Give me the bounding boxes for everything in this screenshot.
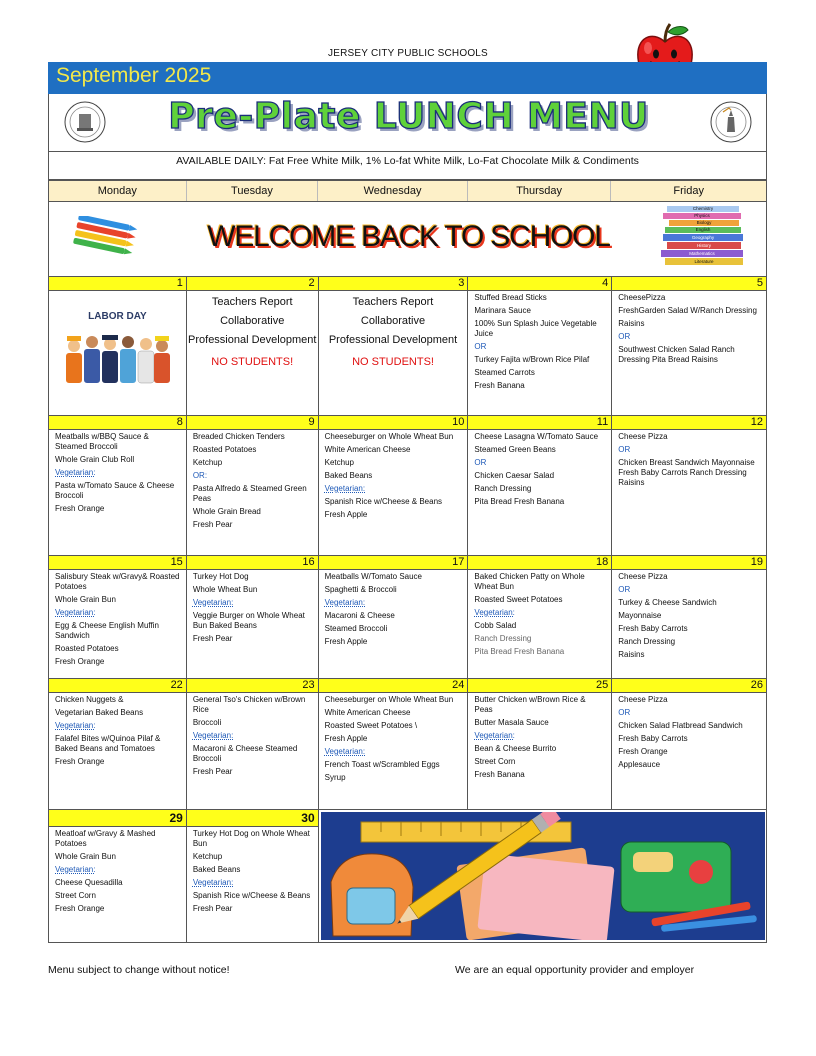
vegetarian-label: Vegetarian: bbox=[55, 721, 96, 730]
month-title: September 2025 bbox=[56, 64, 212, 87]
day-cell-15 bbox=[49, 556, 187, 678]
statue-of-liberty-seal-icon bbox=[709, 100, 753, 144]
welcome-banner bbox=[48, 202, 767, 276]
menu-item: Ranch Dressing bbox=[618, 637, 676, 646]
weekday-header-thursday: Thursday bbox=[468, 181, 612, 201]
menu-item: White American Cheese bbox=[324, 708, 411, 717]
day-cell-17 bbox=[319, 556, 469, 678]
day-cell-16 bbox=[187, 556, 319, 678]
menu-items bbox=[319, 430, 468, 525]
menu-item: Applesauce bbox=[618, 760, 661, 769]
menu-item: Cheese Lasagna W/Tomato Sauce bbox=[474, 432, 599, 441]
menu-item: Ketchup bbox=[192, 458, 223, 467]
menu-items bbox=[319, 570, 468, 652]
menu-items bbox=[187, 430, 318, 535]
menu-item: Pasta w/Tomato Sauce & Cheese Broccoli bbox=[55, 481, 175, 500]
menu-items bbox=[612, 291, 766, 370]
menu-item: Roasted Potatoes bbox=[55, 644, 119, 653]
menu-item: Fresh Apple bbox=[324, 637, 368, 646]
vegetarian-label: Vegetarian: bbox=[324, 747, 366, 756]
lunch-calendar-grid bbox=[48, 276, 767, 943]
notice-text: Professional Development bbox=[188, 334, 317, 346]
labor-day-label: LABOR DAY bbox=[88, 311, 147, 322]
day-cell-22 bbox=[49, 679, 187, 809]
footer-equal-opportunity: We are an equal opportunity provider and employer bbox=[455, 964, 695, 976]
date-number: 23 bbox=[187, 679, 318, 693]
menu-items bbox=[612, 430, 766, 493]
week-row bbox=[48, 415, 767, 555]
notice-text: Collaborative bbox=[220, 315, 285, 327]
menu-item: Cheese Pizza bbox=[618, 695, 668, 704]
or-separator: OR: bbox=[192, 471, 208, 480]
menu-item: Fresh Orange bbox=[55, 657, 105, 666]
menu-items bbox=[612, 693, 766, 775]
day-cell-3 bbox=[319, 277, 469, 415]
day-cell-26 bbox=[612, 679, 767, 809]
menu-item: Pita Bread Fresh Banana bbox=[474, 497, 565, 506]
day-cell-25 bbox=[468, 679, 612, 809]
week-row bbox=[48, 555, 767, 678]
menu-item: Fresh Baby Carrots bbox=[618, 624, 688, 633]
menu-item: 100% Sun Splash Juice Vegetable Juice bbox=[474, 319, 597, 338]
day-cell-18 bbox=[468, 556, 612, 678]
menu-item: Spanish Rice w/Cheese & Beans bbox=[324, 497, 443, 506]
menu-item: Macaroni & Cheese Steamed Broccoli bbox=[192, 744, 298, 763]
menu-item: Cheese Quesadilla bbox=[55, 878, 123, 887]
menu-items bbox=[187, 827, 318, 919]
menu-item: Cheeseburger on Whole Wheat Bun bbox=[324, 432, 454, 441]
welcome-back-text: WELCOME BACK TO SCHOOL bbox=[207, 220, 610, 253]
day-cell-10 bbox=[319, 416, 469, 555]
no-students-alert: NO STUDENTS! bbox=[352, 356, 434, 368]
menu-item: Bean & Cheese Burrito bbox=[474, 744, 557, 753]
menu-item: Chicken Salad Flatbread Sandwich bbox=[618, 721, 743, 730]
menu-item: Ketchup bbox=[324, 458, 354, 467]
menu-item: Fresh Pear bbox=[192, 767, 233, 776]
week-row bbox=[48, 678, 767, 809]
menu-item: Cheese Pizza bbox=[618, 572, 668, 581]
menu-item: Turkey Hot Dog bbox=[192, 572, 249, 581]
available-daily-note: AVAILABLE DAILY: Fat Free White Milk, 1% Lo-fat White Milk, Lo-Fat Chocolate Milk & Condiments bbox=[48, 152, 767, 180]
menu-item: Spaghetti & Broccoli bbox=[324, 585, 397, 594]
menu-item: Raisins bbox=[618, 650, 645, 659]
menu-item: Fresh Orange bbox=[55, 904, 105, 913]
vegetarian-label: Vegetarian: bbox=[192, 878, 234, 887]
weekday-header-tuesday: Tuesday bbox=[187, 181, 319, 201]
menu-item: Fresh Orange bbox=[618, 747, 668, 756]
title-banner bbox=[48, 94, 767, 152]
menu-item: Steamed Broccoli bbox=[324, 624, 388, 633]
menu-items bbox=[187, 693, 318, 782]
menu-item: Fresh Pear bbox=[192, 904, 233, 913]
date-number: 17 bbox=[319, 556, 468, 570]
menu-item: Baked Beans bbox=[192, 865, 241, 874]
menu-item: Baked Chicken Patty on Whole Wheat Bun bbox=[474, 572, 585, 591]
footer-disclaimer: Menu subject to change without notice! bbox=[48, 964, 230, 976]
date-number: 30 bbox=[187, 810, 318, 827]
menu-item: Vegetarian Baked Beans bbox=[55, 708, 144, 717]
day-cell-19 bbox=[612, 556, 767, 678]
menu-item: Fresh Pear bbox=[192, 634, 233, 643]
notice-text: Teachers Report bbox=[352, 296, 434, 308]
day-cell-8 bbox=[49, 416, 187, 555]
day-cell-23 bbox=[187, 679, 319, 809]
notice-text: Collaborative bbox=[360, 315, 426, 327]
day-cell-11 bbox=[468, 416, 612, 555]
month-header-bar bbox=[48, 62, 767, 94]
menu-item: Steamed Green Beans bbox=[474, 445, 556, 454]
date-number: 3 bbox=[319, 277, 468, 291]
date-number: 25 bbox=[468, 679, 611, 693]
day-cell-30 bbox=[187, 810, 319, 942]
menu-item: Meatloaf w/Gravy & Mashed Potatoes bbox=[55, 829, 156, 848]
vegetarian-label: Vegetarian: bbox=[192, 598, 234, 607]
menu-item: Fresh Pear bbox=[192, 520, 233, 529]
menu-item: Southwest Chicken Salad Ranch Dressing Pita Bread Raisins bbox=[618, 345, 735, 364]
menu-item: Falafel Bites w/Quinoa Pilaf & Baked Beans and Tomatoes bbox=[55, 734, 161, 753]
weekday-header-friday: Friday bbox=[673, 185, 704, 197]
vegetarian-label: Vegetarian: bbox=[55, 608, 96, 617]
menu-item: Roasted Sweet Potatoes \ bbox=[324, 721, 418, 730]
menu-item: Fresh Banana bbox=[474, 381, 525, 390]
menu-item: Cheese Pizza bbox=[618, 432, 668, 441]
labor-day-workers-icon bbox=[62, 328, 172, 394]
menu-item: Ranch Dressing bbox=[474, 634, 532, 643]
day-cell-4 bbox=[468, 277, 612, 415]
menu-item: Turkey & Cheese Sandwich bbox=[618, 598, 717, 607]
date-number: 2 bbox=[187, 277, 318, 291]
menu-item: Turkey Hot Dog on Whole Wheat Bun bbox=[192, 829, 310, 848]
menu-item: Breaded Chicken Tenders bbox=[192, 432, 285, 441]
menu-items bbox=[612, 570, 766, 665]
week-row bbox=[48, 809, 767, 943]
date-number: 16 bbox=[187, 556, 318, 570]
or-separator: OR bbox=[618, 585, 631, 594]
menu-items bbox=[49, 430, 186, 519]
date-number: 19 bbox=[612, 556, 766, 570]
menu-item: Stuffed Bread Sticks bbox=[474, 293, 547, 302]
date-number: 26 bbox=[612, 679, 766, 693]
menu-item: Fresh Orange bbox=[55, 504, 105, 513]
menu-item: Marinara Sauce bbox=[474, 306, 531, 315]
menu-item: Ranch Dressing bbox=[474, 484, 532, 493]
menu-item: Roasted Potatoes bbox=[192, 445, 257, 454]
menu-item: Pasta Alfredo & Steamed Green Peas bbox=[192, 484, 307, 503]
menu-item: Whole Grain Club Roll bbox=[55, 455, 135, 464]
menu-item: Street Corn bbox=[55, 891, 96, 900]
menu-item: Fresh Orange bbox=[55, 757, 105, 766]
menu-item: Fresh Banana bbox=[474, 770, 525, 779]
menu-items bbox=[49, 693, 186, 772]
vegetarian-label: Vegetarian: bbox=[55, 468, 96, 477]
notice-text: Teachers Report bbox=[211, 296, 293, 308]
date-number: 24 bbox=[319, 679, 468, 693]
menu-items bbox=[468, 291, 611, 396]
menu-item: French Toast w/Scrambled Eggs bbox=[324, 760, 440, 769]
weekday-header-row bbox=[48, 180, 767, 202]
menu-item: Meatballs W/Tomato Sauce bbox=[324, 572, 422, 581]
day-cell-29 bbox=[49, 810, 187, 942]
date-number: 5 bbox=[612, 277, 766, 291]
menu-title: Pre-Plate LUNCH MENU bbox=[168, 96, 649, 137]
menu-item: Steamed Carrots bbox=[474, 368, 535, 377]
or-separator: OR bbox=[618, 332, 631, 341]
menu-item: Chicken Breast Sandwich Mayonnaise Fresh Baby Carrots Ranch Dressing Raisins bbox=[618, 458, 755, 487]
menu-item: General Tso's Chicken w/Brown Rice bbox=[192, 695, 306, 714]
menu-item: Whole Grain Bun bbox=[55, 595, 116, 604]
menu-items bbox=[187, 570, 318, 649]
menu-item: Pita Bread Fresh Banana bbox=[474, 647, 565, 656]
date-number: 11 bbox=[468, 416, 611, 430]
or-separator: OR bbox=[474, 458, 487, 467]
menu-item: Fresh Apple bbox=[324, 510, 368, 519]
date-number: 15 bbox=[49, 556, 186, 570]
book-stack-icon: Chemistry Physics Biology English Geography History Mathematics Literature bbox=[661, 204, 747, 272]
menu-item: Baked Beans bbox=[324, 471, 373, 480]
vegetarian-label: Vegetarian: bbox=[192, 731, 234, 740]
menu-item: Egg & Cheese English Muffin Sandwich bbox=[55, 621, 159, 640]
menu-item: Veggie Burger on Whole Wheat Bun Baked Beans bbox=[192, 611, 305, 630]
menu-item: Butter Chicken w/Brown Rice & Peas bbox=[474, 695, 586, 714]
menu-item: Whole Wheat Bun bbox=[192, 585, 258, 594]
menu-items bbox=[468, 570, 611, 662]
day-cell-5 bbox=[612, 277, 767, 415]
date-number: 12 bbox=[612, 416, 766, 430]
menu-item: Street Corn bbox=[474, 757, 516, 766]
menu-item: Cheeseburger on Whole Wheat Bun bbox=[324, 695, 454, 704]
or-separator: OR bbox=[474, 342, 487, 351]
menu-item: CheesePizza bbox=[618, 293, 666, 302]
week-row bbox=[48, 276, 767, 415]
menu-item: White American Cheese bbox=[324, 445, 411, 454]
menu-item: Macaroni & Cheese bbox=[324, 611, 395, 620]
menu-items bbox=[468, 693, 611, 785]
date-number: 1 bbox=[49, 277, 186, 291]
date-number: 9 bbox=[187, 416, 318, 430]
vegetarian-label: Vegetarian: bbox=[324, 598, 366, 607]
or-separator: OR bbox=[618, 445, 631, 454]
day-cell-12 bbox=[612, 416, 767, 555]
day-cell-1 bbox=[49, 277, 187, 415]
menu-item: Mayonnaise bbox=[618, 611, 662, 620]
menu-item: Roasted Sweet Potatoes bbox=[474, 595, 563, 604]
date-number: 29 bbox=[49, 810, 186, 827]
school-supplies-illustration-icon bbox=[321, 812, 765, 940]
menu-item: Whole Grain Bun bbox=[55, 852, 116, 861]
vegetarian-label: Vegetarian: bbox=[324, 484, 366, 493]
notice-text: Professional Development bbox=[328, 334, 458, 346]
menu-items bbox=[49, 570, 186, 672]
menu-items bbox=[49, 827, 186, 919]
day-cell-2 bbox=[187, 277, 319, 415]
menu-items bbox=[319, 693, 468, 788]
date-number: 18 bbox=[468, 556, 611, 570]
vegetarian-label: Vegetarian: bbox=[474, 608, 515, 617]
menu-item: Fresh Apple bbox=[324, 734, 368, 743]
menu-item: Turkey Fajita w/Brown Rice Pilaf bbox=[474, 355, 590, 364]
menu-item: Chicken Nuggets & bbox=[55, 695, 124, 704]
school-supplies-illustration-cell bbox=[319, 810, 767, 942]
date-number: 10 bbox=[319, 416, 468, 430]
weekday-header-monday: Monday bbox=[49, 181, 187, 201]
day-cell-24 bbox=[319, 679, 469, 809]
date-number: 4 bbox=[468, 277, 611, 291]
menu-item: Raisins bbox=[618, 319, 645, 328]
menu-item: Broccoli bbox=[192, 718, 222, 727]
school-district-name: JERSEY CITY PUBLIC SCHOOLS bbox=[328, 48, 488, 59]
menu-item: Meatballs w/BBQ Sauce & Steamed Broccoli bbox=[55, 432, 149, 451]
menu-item: Chicken Caesar Salad bbox=[474, 471, 555, 480]
day-cell-9 bbox=[187, 416, 319, 555]
menu-item: Spanish Rice w/Cheese & Beans bbox=[192, 891, 311, 900]
vegetarian-label: Vegetarian: bbox=[474, 731, 515, 740]
vegetarian-label: Vegetarian: bbox=[55, 865, 96, 874]
date-number: 8 bbox=[49, 416, 186, 430]
menu-item: Cobb Salad bbox=[474, 621, 517, 630]
or-separator: OR bbox=[618, 708, 631, 717]
menu-item: Butter Masala Sauce bbox=[474, 718, 549, 727]
menu-item: Salisbury Steak w/Gravy& Roasted Potatoes bbox=[55, 572, 180, 591]
menu-item: Whole Grain Bread bbox=[192, 507, 261, 516]
weekday-header-wednesday: Wednesday bbox=[318, 181, 468, 201]
menu-item: Fresh Baby Carrots bbox=[618, 734, 688, 743]
menu-items bbox=[468, 430, 611, 512]
menu-item: Syrup bbox=[324, 773, 346, 782]
no-students-alert: NO STUDENTS! bbox=[211, 356, 294, 368]
menu-item: FreshGarden Salad W/Ranch Dressing bbox=[618, 306, 757, 315]
menu-item: Ketchup bbox=[192, 852, 223, 861]
date-number: 22 bbox=[49, 679, 186, 693]
